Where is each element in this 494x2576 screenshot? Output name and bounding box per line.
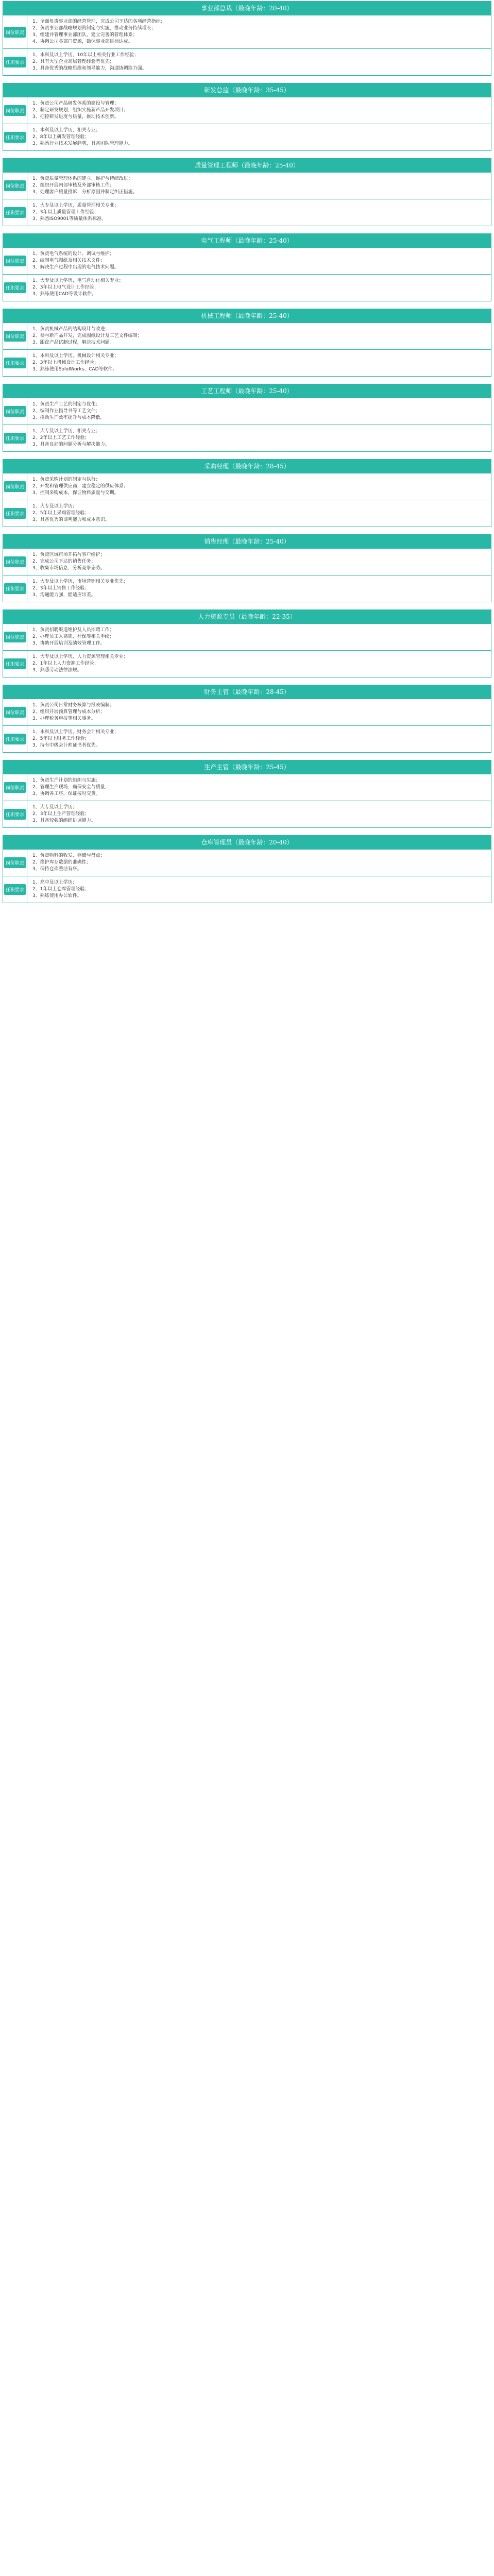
- content-line: 3、熟悉行业技术发展趋势，具备团队管理能力。: [32, 141, 133, 146]
- job-listings: [3, 1, 491, 903]
- requirements-content: [27, 199, 491, 226]
- content-line: 1、负责区域市场开拓与客户维护；: [32, 552, 105, 557]
- requirements-content: [27, 49, 491, 75]
- content-line: 3、协助开展培训及绩效管理工作。: [32, 641, 105, 646]
- job-section: [3, 609, 491, 677]
- content-line: 1、大专及以上学历，人力资源管理相关专业；: [32, 654, 128, 659]
- content-line: 1、大专及以上学历，市场营销相关专业优先；: [32, 579, 128, 584]
- duties-label: 岗位职责: [4, 556, 26, 567]
- content-line: 1、负责电气系统的设计、调试与维护；: [32, 251, 114, 257]
- label-cell: [3, 850, 27, 876]
- content-line: 3、推动生产效率提升与成本降低。: [32, 415, 105, 420]
- content-line: 1、大专及以上学历；: [32, 504, 77, 509]
- content-line: 2、3年以上机械设计工作经验；: [32, 360, 99, 365]
- requirements-label: 任职要求: [4, 583, 26, 594]
- duties-row: [3, 548, 491, 575]
- job-title: 机械工程师（最晚年龄：25-40）: [3, 309, 491, 323]
- content-line: 3、协调各工序，保证按时交货。: [32, 791, 100, 796]
- content-line: 3、具备优秀的战略思维和领导能力，沟通协调能力强。: [32, 66, 147, 71]
- label-cell: [3, 124, 27, 150]
- duties-content: [27, 850, 491, 876]
- label-cell: [3, 350, 27, 376]
- requirements-content: [27, 876, 491, 903]
- label-cell: [3, 49, 27, 75]
- requirements-label: 任职要求: [4, 884, 26, 895]
- label-cell: [3, 473, 27, 500]
- requirements-row: [3, 725, 491, 752]
- duties-label: 岗位职责: [4, 180, 26, 191]
- content-line: 1、负责机械产品的结构设计与改进；: [32, 327, 110, 332]
- requirements-label: 任职要求: [4, 734, 26, 744]
- duties-content: [27, 248, 491, 274]
- job-title: 生产主管（最晚年龄：25-45）: [3, 760, 491, 774]
- job-title: 采购经理（最晚年龄：28-45）: [3, 460, 491, 473]
- label-cell: [3, 774, 27, 801]
- content-line: 1、大专及以上学历，电气自动化相关专业；: [32, 278, 124, 283]
- content-line: 2、编制作业指导书等工艺文件；: [32, 409, 100, 414]
- requirements-row: [3, 48, 491, 75]
- job-title: 研发总监（最晚年龄：35-45）: [3, 83, 491, 97]
- job-section: [3, 685, 491, 753]
- requirements-label: 任职要求: [4, 358, 26, 368]
- job-title: 人力资源专员（最晚年龄：22-35）: [3, 610, 491, 623]
- requirements-row: [3, 500, 491, 527]
- content-line: 3、解决生产过程中出现的电气技术问题。: [32, 265, 119, 270]
- content-line: 2、完成公司下达的销售任务；: [32, 559, 96, 564]
- content-line: 2、编制电气图纸及相关技术文件；: [32, 258, 105, 263]
- duties-content: [27, 549, 491, 575]
- content-line: 2、1年以上人力资源工作经验；: [32, 661, 99, 666]
- label-cell: [3, 398, 27, 425]
- content-line: 1、本科及以上学历，机械设计相关专业；: [32, 353, 119, 359]
- requirements-label: 任职要求: [4, 433, 26, 444]
- content-line: 2、维护库存数据的准确性；: [32, 860, 91, 865]
- requirements-content: [27, 651, 491, 677]
- content-line: 1、高中及以上学历；: [32, 880, 77, 885]
- label-cell: [3, 199, 27, 226]
- content-line: 3、具备较强的组织协调能力。: [32, 818, 96, 823]
- requirements-row: [3, 124, 491, 150]
- content-line: 3、具备优秀的谈判能力和成本意识。: [32, 517, 110, 522]
- content-line: 3、持有中级会计师证书者优先。: [32, 743, 100, 748]
- content-line: 3、组建并管理事业部团队，建立完善的管理体系；: [32, 32, 138, 38]
- job-section: [3, 309, 491, 377]
- requirements-content: [27, 425, 491, 451]
- job-title: 质量管理工程师（最晚年龄：25-40）: [3, 159, 491, 172]
- duties-label: 岗位职责: [4, 105, 26, 116]
- content-line: 3、办理税务申报等相关事务。: [32, 716, 96, 721]
- label-cell: [3, 500, 27, 527]
- content-line: 3、保持仓库整洁有序。: [32, 867, 82, 872]
- content-line: 1、负责公司产品研发体系的建设与管理；: [32, 101, 119, 106]
- requirements-row: [3, 650, 491, 677]
- duties-label: 岗位职责: [4, 331, 26, 342]
- job-title: 工艺工程师（最晚年龄：25-40）: [3, 384, 491, 398]
- content-line: 3、把控研发进度与质量，推动技术创新。: [32, 114, 119, 120]
- label-cell: [3, 624, 27, 650]
- requirements-row: [3, 801, 491, 827]
- label-cell: [3, 651, 27, 677]
- label-cell: [3, 549, 27, 575]
- duties-row: [3, 15, 491, 48]
- duties-label: 岗位职责: [4, 632, 26, 642]
- content-line: 1、负责生产工艺的制定与优化；: [32, 402, 100, 407]
- content-line: 1、负责生产计划的组织与实施；: [32, 778, 100, 783]
- duties-row: [3, 97, 491, 124]
- content-line: 1、负责物料的收发、存储与盘点；: [32, 853, 105, 858]
- duties-row: [3, 323, 491, 349]
- requirements-row: [3, 575, 491, 602]
- content-line: 3、熟练使用办公软件。: [32, 893, 82, 899]
- requirements-label: 任职要求: [4, 57, 26, 67]
- label-cell: [3, 248, 27, 274]
- content-line: 2、2年以上工艺工作经验；: [32, 435, 90, 440]
- label-cell: [3, 97, 27, 124]
- job-section: [3, 158, 491, 226]
- content-line: 2、3年以上电气设计工作经验；: [32, 285, 99, 290]
- duties-content: [27, 15, 491, 48]
- label-cell: [3, 425, 27, 451]
- content-line: 1、大专及以上学历；: [32, 805, 77, 810]
- label-cell: [3, 801, 27, 827]
- duties-content: [27, 774, 491, 801]
- content-line: 2、8年以上研发管理经验；: [32, 134, 90, 140]
- content-line: 2、办理员工入离职、社保等相关手续；: [32, 634, 114, 639]
- content-line: 3、跟踪产品试制过程，解决技术问题。: [32, 340, 114, 345]
- content-line: 2、负责事业部战略规划的制定与实施，推动业务持续增长；: [32, 26, 156, 31]
- requirements-row: [3, 425, 491, 451]
- requirements-content: [27, 350, 491, 376]
- requirements-content: [27, 124, 491, 150]
- content-line: 2、制定研发规划，组织实施新产品开发项目；: [32, 108, 128, 113]
- content-line: 2、组织开展内部审核及外部审核工作；: [32, 183, 114, 188]
- label-cell: [3, 876, 27, 903]
- requirements-row: [3, 349, 491, 376]
- requirements-label: 任职要求: [4, 508, 26, 519]
- duties-label: 岗位职责: [4, 481, 26, 492]
- content-line: 2、5年以上财务工作经验；: [32, 736, 90, 741]
- content-line: 3、处理客户质量投诉，分析原因并制定纠正措施。: [32, 190, 138, 195]
- duties-content: [27, 624, 491, 650]
- content-line: 2、3年以上质量管理工作经验；: [32, 210, 99, 215]
- duties-content: [27, 173, 491, 199]
- job-section: [3, 83, 491, 151]
- job-section: [3, 534, 491, 602]
- job-title: 电气工程师（最晚年龄：25-40）: [3, 234, 491, 247]
- job-section: [3, 835, 491, 903]
- content-line: 1、负责招聘渠道维护及人员招聘工作；: [32, 628, 114, 633]
- label-cell: [3, 323, 27, 349]
- content-line: 1、本科及以上学历，财务会计相关专业；: [32, 730, 119, 735]
- job-section: [3, 1, 491, 76]
- content-line: 2、3年以上生产管理经验；: [32, 811, 90, 817]
- content-line: 1、大专及以上学历，相关专业；: [32, 429, 100, 434]
- label-cell: [3, 173, 27, 199]
- duties-content: [27, 473, 491, 500]
- content-line: 3、熟悉ISO9001等质量体系标准。: [32, 216, 107, 222]
- job-title: 财务主管（最晚年龄：28-45）: [3, 685, 491, 699]
- duties-content: [27, 699, 491, 725]
- duties-row: [3, 774, 491, 801]
- content-line: 2、具有大型企业高层管理经验者优先；: [32, 59, 114, 64]
- duties-label: 岗位职责: [4, 782, 26, 793]
- requirements-content: [27, 500, 491, 527]
- requirements-label: 任职要求: [4, 132, 26, 143]
- duties-row: [3, 247, 491, 274]
- requirements-label: 任职要求: [4, 809, 26, 820]
- content-line: 2、5年以上采购管理经验；: [32, 511, 90, 516]
- content-line: 2、组织开展预算管理与成本分析；: [32, 709, 105, 715]
- content-line: 2、参与新产品开发，完成图纸设计及工艺文件编制；: [32, 333, 142, 338]
- duties-content: [27, 398, 491, 425]
- label-cell: [3, 275, 27, 301]
- duties-label: 岗位职责: [4, 256, 26, 266]
- content-line: 1、本科及以上学历，10年以上相关行业工作经验；: [32, 53, 139, 58]
- duties-content: [27, 323, 491, 349]
- duties-row: [3, 172, 491, 199]
- content-line: 1、全面负责事业部的经营管理，完成公司下达的各项经营指标；: [32, 19, 165, 24]
- requirements-content: [27, 801, 491, 827]
- requirements-label: 任职要求: [4, 282, 26, 293]
- job-title: 事业部总裁（最晚年龄：20-40）: [3, 2, 491, 15]
- duties-label: 岗位职责: [4, 406, 26, 417]
- content-line: 3、熟练使用CAD等设计软件。: [32, 292, 97, 297]
- label-cell: [3, 726, 27, 752]
- content-line: 3、收集市场信息，分析竞争态势。: [32, 566, 105, 571]
- requirements-row: [3, 876, 491, 903]
- requirements-content: [27, 575, 491, 602]
- content-line: 2、开发和管理供应商，建立稳定的供应体系；: [32, 484, 128, 489]
- duties-row: [3, 699, 491, 725]
- duties-content: [27, 97, 491, 124]
- requirements-content: [27, 726, 491, 752]
- job-section: [3, 233, 491, 301]
- content-line: 1、负责采购计划的制定与执行；: [32, 477, 100, 482]
- content-line: 1、负责公司日常财务核算与报表编制；: [32, 703, 114, 708]
- job-section: [3, 760, 491, 828]
- content-line: 2、3年以上销售工作经验；: [32, 586, 90, 591]
- requirements-row: [3, 199, 491, 226]
- duties-row: [3, 473, 491, 500]
- content-line: 1、负责质量管理体系的建立、维护与持续改进；: [32, 176, 133, 181]
- job-title: 销售经理（最晚年龄：25-40）: [3, 535, 491, 548]
- content-line: 4、协调公司各部门资源，确保事业部目标达成。: [32, 39, 133, 44]
- content-line: 2、管理生产现场，确保安全与质量；: [32, 785, 110, 790]
- content-line: 3、具备良好的问题分析与解决能力。: [32, 442, 110, 447]
- requirements-content: [27, 275, 491, 301]
- duties-row: [3, 623, 491, 650]
- requirements-row: [3, 274, 491, 301]
- content-line: 3、熟练使用SolidWorks、CAD等软件。: [32, 367, 117, 372]
- label-cell: [3, 575, 27, 602]
- requirements-label: 任职要求: [4, 658, 26, 669]
- duties-label: 岗位职责: [4, 707, 26, 718]
- content-line: 3、控制采购成本，保证物料质量与交期。: [32, 490, 119, 496]
- label-cell: [3, 699, 27, 725]
- duties-label: 岗位职责: [4, 27, 26, 38]
- duties-row: [3, 398, 491, 425]
- job-title: 仓库管理员（最晚年龄：20-40）: [3, 836, 491, 849]
- content-line: 3、沟通能力强，能适应出差。: [32, 592, 96, 598]
- requirements-label: 任职要求: [4, 207, 26, 218]
- content-line: 1、大专及以上学历，质量管理相关专业；: [32, 203, 119, 208]
- job-section: [3, 384, 491, 452]
- content-line: 2、1年以上仓库管理经验；: [32, 887, 90, 892]
- duties-label: 岗位职责: [4, 857, 26, 868]
- content-line: 1、本科及以上学历，相关专业；: [32, 128, 100, 133]
- job-section: [3, 459, 491, 527]
- label-cell: [3, 15, 27, 48]
- duties-row: [3, 849, 491, 876]
- content-line: 3、熟悉劳动法律法规。: [32, 668, 82, 673]
